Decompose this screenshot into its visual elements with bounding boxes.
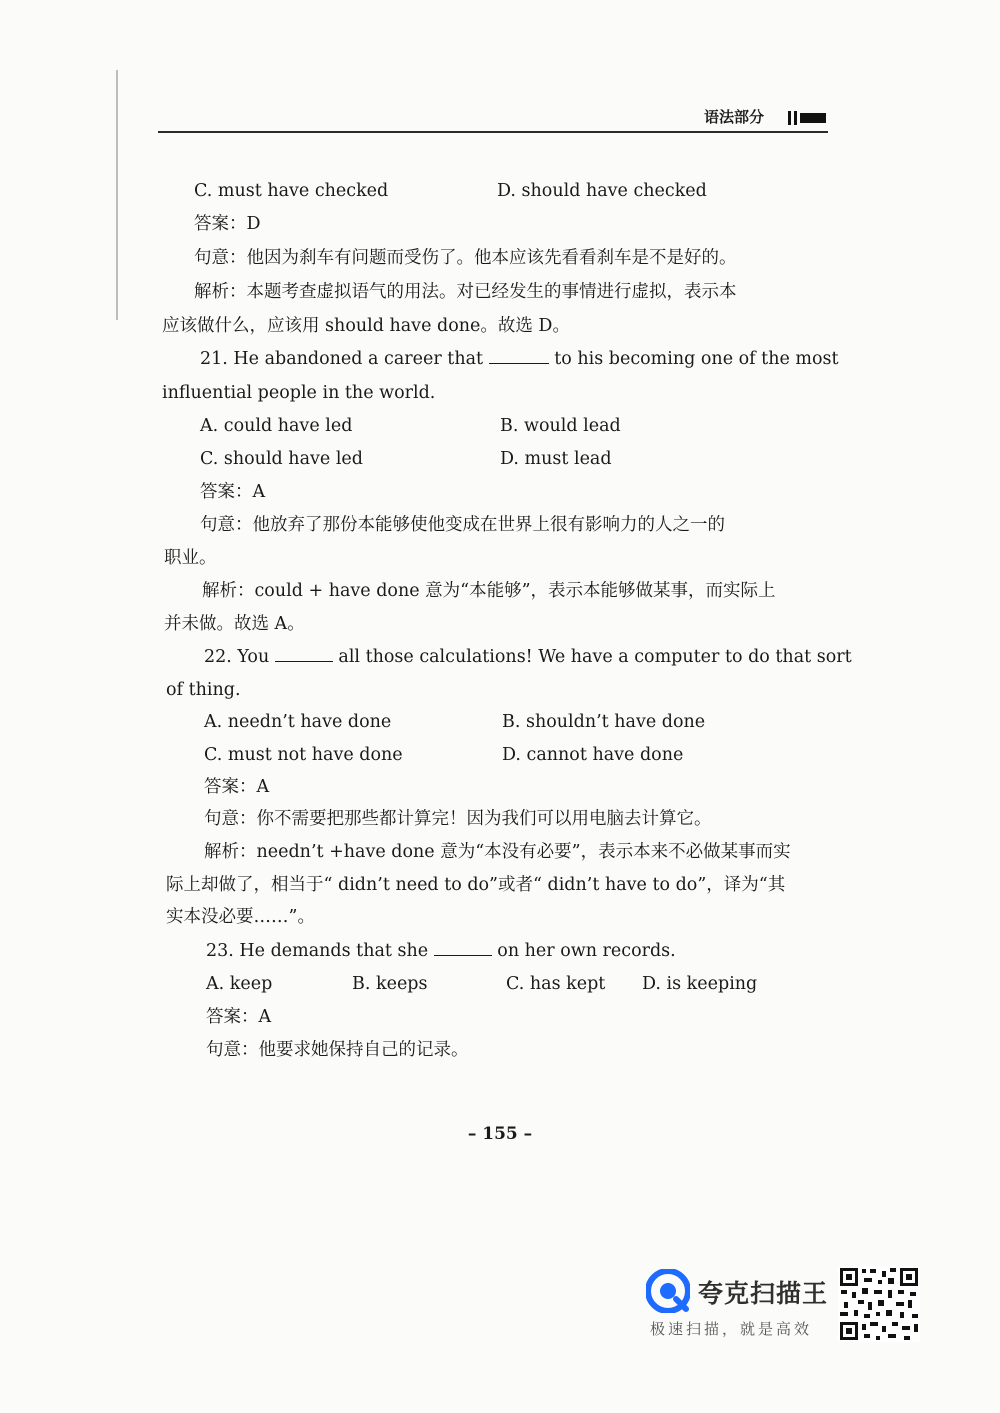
q23-meaning: 句意：他要求她保持自己的记录。 xyxy=(206,1040,469,1060)
q20-answer: 答案：D xyxy=(194,214,261,234)
q22-answer: 答案：A xyxy=(204,777,270,797)
q22-stem-line2: of thing. xyxy=(166,680,241,700)
q22-meaning: 句意：你不需要把那些都计算完！因为我们可以用电脑去计算它。 xyxy=(204,809,712,829)
q21-meaning-line1: 句意：他放弃了那份本能够使他变成在世界上很有影响力的人之一的 xyxy=(200,515,725,535)
q20-option-c: C. must have checked xyxy=(194,181,389,201)
q20-option-d: D. should have checked xyxy=(497,181,707,201)
header-rule xyxy=(158,131,828,133)
q22-option-c: C. must not have done xyxy=(204,745,403,765)
q22-stem-after: all those calculations! We have a computer to do that sort xyxy=(338,647,852,667)
q20-meaning: 句意：他因为刹车有问题而受伤了。他本应该先看看刹车是不是好的。 xyxy=(194,248,737,268)
quark-logo-icon xyxy=(646,1269,690,1313)
q21-option-a: A. could have led xyxy=(200,416,353,436)
q21-option-c: C. should have led xyxy=(200,449,363,469)
answer-blank xyxy=(275,647,333,662)
watermark-slogan: 极速扫描，就是高效 xyxy=(650,1320,813,1338)
page-number: – 155 – xyxy=(467,1124,533,1144)
q21-stem-after: to his becoming one of the most xyxy=(554,349,839,369)
q21-stem-line2: influential people in the world. xyxy=(162,383,436,403)
answer-blank xyxy=(489,349,549,364)
q21-meaning-line2: 职业。 xyxy=(164,548,217,568)
q22-option-d: D. cannot have done xyxy=(502,745,684,765)
q23-option-d: D. is keeping xyxy=(642,974,758,994)
q22-option-a: A. needn’t have done xyxy=(204,712,392,732)
q23-stem-after: on her own records. xyxy=(497,941,676,961)
section-header-label: 语法部分 xyxy=(704,108,765,126)
header-bar-mark xyxy=(788,108,828,126)
q22-stem-before: 22. You xyxy=(204,647,270,667)
q23-stem xyxy=(206,939,676,963)
q21-stem-before: 21. He abandoned a career that xyxy=(200,349,484,369)
q23-option-c: C. has kept xyxy=(506,974,606,994)
watermark-app-name: 夸克扫描王 xyxy=(698,1279,829,1308)
q20-analysis-line1: 解析：本题考查虚拟语气的用法。对已经发生的事情进行虚拟，表示本 xyxy=(194,282,737,302)
q21-analysis-line2: 并未做。故选 A。 xyxy=(164,614,305,634)
q21-option-d: D. must lead xyxy=(500,449,612,469)
q22-analysis-line2: 际上却做了，相当于“ didn’t need to do”或者“ didn’t have to do”，译为“其 xyxy=(166,875,786,895)
q23-option-b: B. keeps xyxy=(352,974,428,994)
q22-stem-line1 xyxy=(204,645,852,669)
q23-option-a: A. keep xyxy=(206,974,273,994)
q20-analysis-line2: 应该做什么，应该用 should have done。故选 D。 xyxy=(162,316,570,336)
q22-analysis-line1: 解析：needn’t +have done 意为“本没有必要”，表示本来不必做某事而实 xyxy=(204,842,791,862)
answer-blank xyxy=(434,941,492,956)
q22-analysis-line3: 实本没必要……”。 xyxy=(166,907,315,927)
q21-stem-line1 xyxy=(200,347,839,371)
q21-answer: 答案：A xyxy=(200,482,266,502)
q23-stem-before: 23. He demands that she xyxy=(206,941,429,961)
q21-analysis-line1: 解析：could + have done 意为“本能够”，表示本能够做某事，而实际上 xyxy=(202,581,776,601)
q21-option-b: B. would lead xyxy=(500,416,621,436)
binding-edge-line xyxy=(116,70,118,320)
q23-answer: 答案：A xyxy=(206,1007,272,1027)
qr-code-icon xyxy=(838,1266,920,1342)
q22-option-b: B. shouldn’t have done xyxy=(502,712,706,732)
